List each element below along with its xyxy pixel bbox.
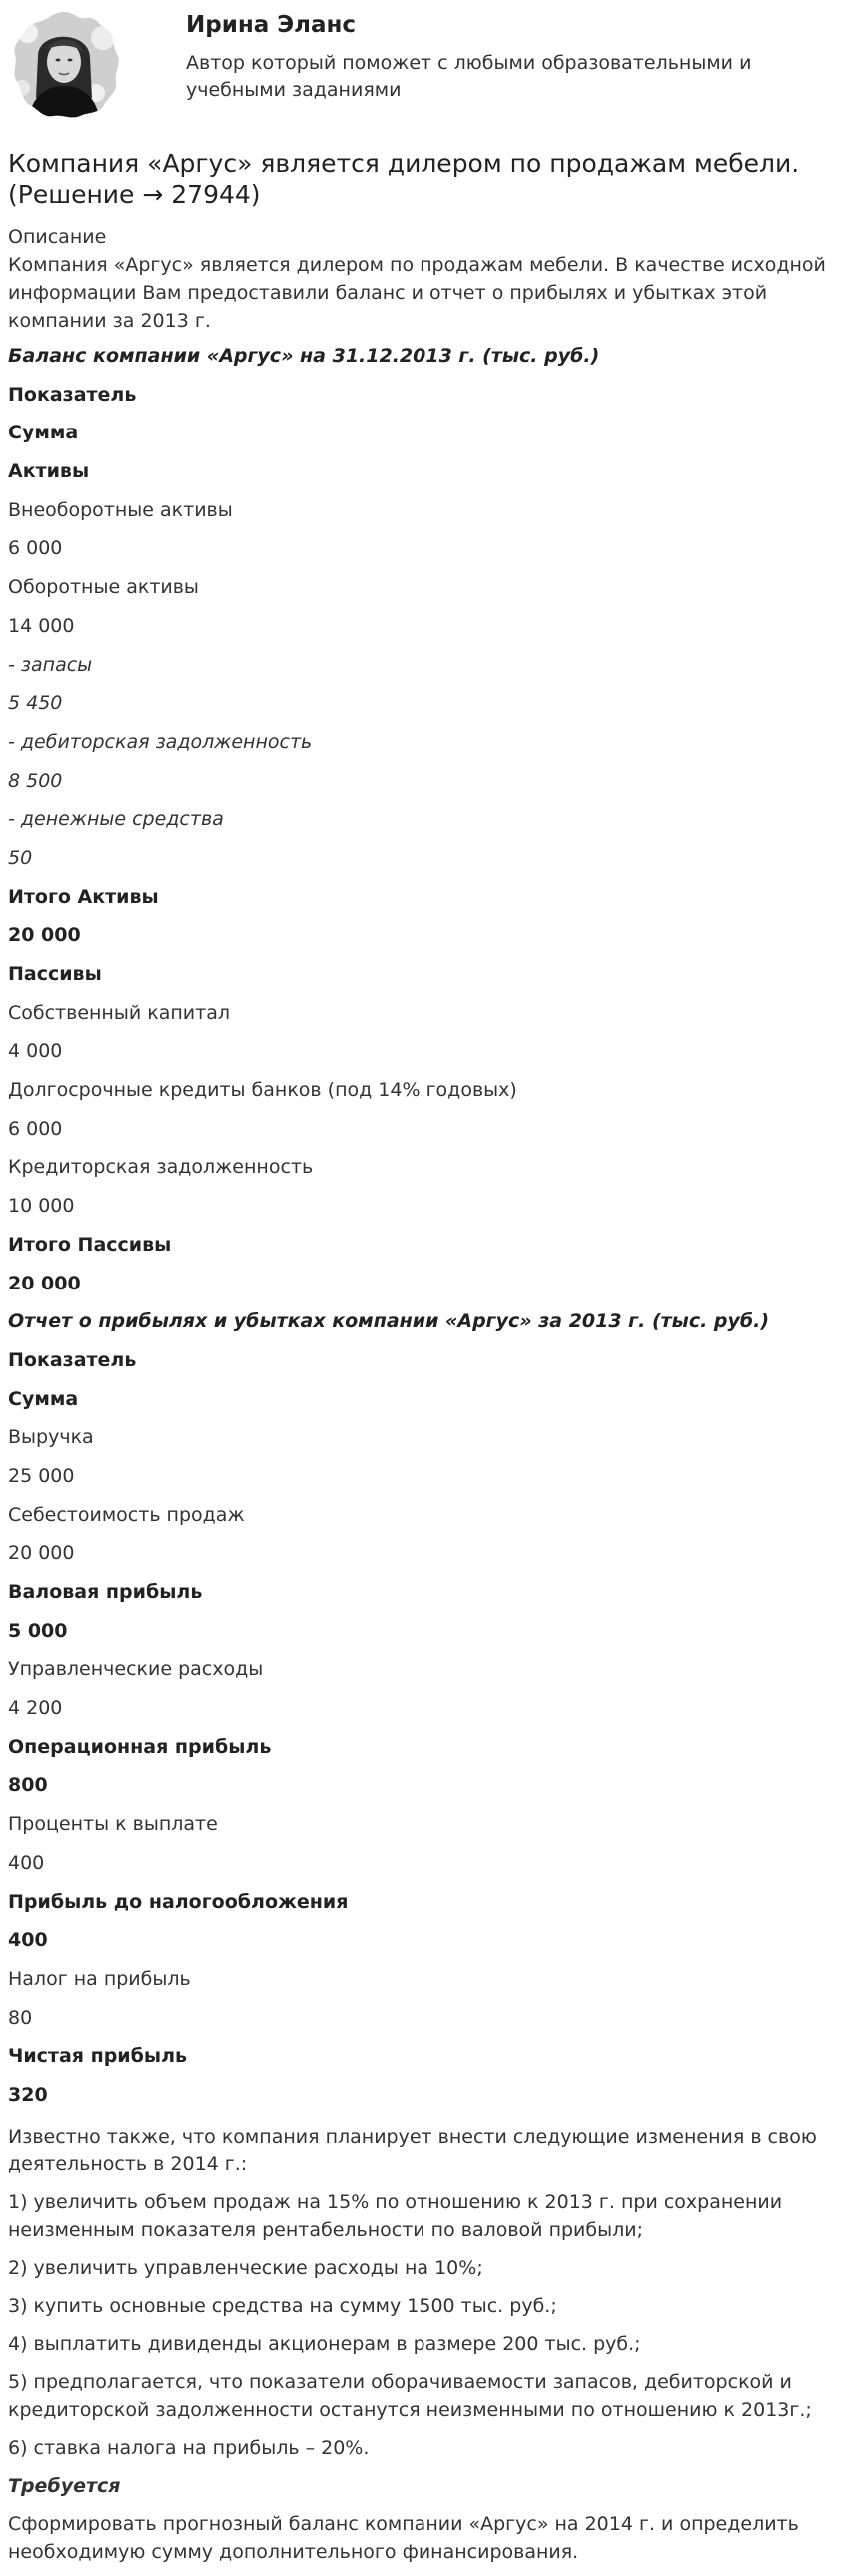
statement-row: Налог на прибыль	[8, 1967, 191, 1990]
statement-row: Управленческие расходы	[8, 1658, 264, 1681]
statement-row: 80	[8, 2006, 33, 2029]
condition-paragraph: 6) ставка налога на прибыль – 20%.	[8, 2436, 370, 2459]
statement-row: Показатель	[8, 1348, 137, 1371]
condition-paragraph: 1) увеличить объем продаж на 15% по отношению к 2013 г. при сохранении неизменным показателя рентабельности по валовой прибыли;	[8, 2190, 783, 2241]
condition-paragraph: Требуется	[8, 2474, 121, 2497]
statement-row: 320	[8, 2083, 48, 2106]
statement-row: Оборотные активы	[8, 576, 199, 599]
task-title: Компания «Аргус» является дилером по продажам мебели. (Решение → 27944)	[8, 149, 800, 209]
statement-row: Баланс компании «Аргус» на 31.12.2013 г. (тыс. руб.)	[8, 345, 600, 367]
condition-paragraph: 2) увеличить управленческие расходы на 10%;	[8, 2256, 483, 2279]
statement-row: 800	[8, 1774, 48, 1797]
statement-row: 6 000	[8, 537, 63, 560]
statement-row: Чистая прибыль	[8, 2045, 187, 2068]
statement-row: Проценты к выплате	[8, 1813, 218, 1836]
statement-row: Отчет о прибылях и убытках компании «Аргус» за 2013 г. (тыс. руб.)	[8, 1310, 770, 1333]
statement-row: 4 200	[8, 1697, 63, 1720]
statement-row: Сумма	[8, 422, 79, 444]
task-conditions	[8, 2123, 837, 2566]
task-content	[8, 148, 837, 2576]
statement-row: 14 000	[8, 614, 75, 637]
description-label: Описание	[8, 226, 107, 248]
statement-row: Операционная прибыль	[8, 1735, 272, 1758]
statement-row: 6 000	[8, 1117, 63, 1140]
statement-row: 20 000	[8, 924, 81, 947]
condition-paragraph: 4) выплатить дивиденды акционерам в размере 200 тыс. руб.;	[8, 2332, 641, 2355]
description-text: Компания «Аргус» является дилером по продажам мебели. В качестве исходной информации Вам предоставили баланс и отчет о прибылях и убытках этой компании за 2013 г.	[8, 254, 826, 332]
statement-row: 8 500	[8, 769, 63, 792]
author-name[interactable]: Ирина Эланс	[186, 12, 357, 38]
author-description: Автор который поможет с любыми образовательными и учебными заданиями	[186, 52, 752, 101]
statement-row: 5 000	[8, 1619, 68, 1642]
statement-row: Собственный капитал	[8, 1001, 230, 1024]
author-avatar[interactable]	[8, 8, 121, 121]
statement-row: - денежные средства	[8, 808, 224, 831]
statement-row: Показатель	[8, 383, 137, 406]
statement-row: - дебиторская задолженность	[8, 730, 313, 753]
author-card	[0, 0, 846, 140]
statement-row: 20 000	[8, 1542, 75, 1565]
statement-row: 50	[8, 846, 33, 869]
condition-paragraph: 5) предполагается, что показатели оборачиваемости запасов, дебиторской и кредиторской задолженности останутся неизменными по отношению к 2013г.;	[8, 2370, 812, 2421]
statement-row: 4 000	[8, 1040, 63, 1063]
statement-row: Долгосрочные кредиты банков (под 14% годовых)	[8, 1079, 517, 1102]
statement-row: Прибыль до налогообложения	[8, 1890, 349, 1913]
statement-row: 10 000	[8, 1195, 75, 1218]
statement-row: Кредиторская задолженность	[8, 1156, 314, 1179]
statement-row: 400	[8, 1929, 48, 1952]
statement-row: Себестоимость продаж	[8, 1503, 245, 1526]
financial-statements	[8, 345, 837, 2107]
statement-row: Итого Пассивы	[8, 1233, 172, 1256]
condition-paragraph: 3) купить основные средства на сумму 1500 тыс. руб.;	[8, 2294, 557, 2317]
statement-row: Сумма	[8, 1387, 79, 1410]
condition-paragraph: Известно также, что компания планирует внести следующие изменения в свою деятельность в 2014 г.:	[8, 2125, 817, 2175]
condition-paragraph: Сформировать прогнозный баланс компании «Аргус» на 2014 г. и определить необходимую сумму дополнительного финансирования.	[8, 2512, 799, 2563]
statement-row: 25 000	[8, 1464, 75, 1487]
statement-row: 400	[8, 1851, 45, 1874]
statement-row: 20 000	[8, 1272, 81, 1294]
statement-row: - запасы	[8, 653, 93, 676]
statement-row: Валовая прибыль	[8, 1581, 203, 1603]
statement-row: Активы	[8, 460, 90, 483]
statement-row: 5 450	[8, 692, 63, 715]
statement-row: Выручка	[8, 1426, 94, 1449]
statement-row: Внеоборотные активы	[8, 498, 233, 521]
statement-row: Пассивы	[8, 963, 102, 985]
statement-row: Итого Активы	[8, 885, 159, 908]
